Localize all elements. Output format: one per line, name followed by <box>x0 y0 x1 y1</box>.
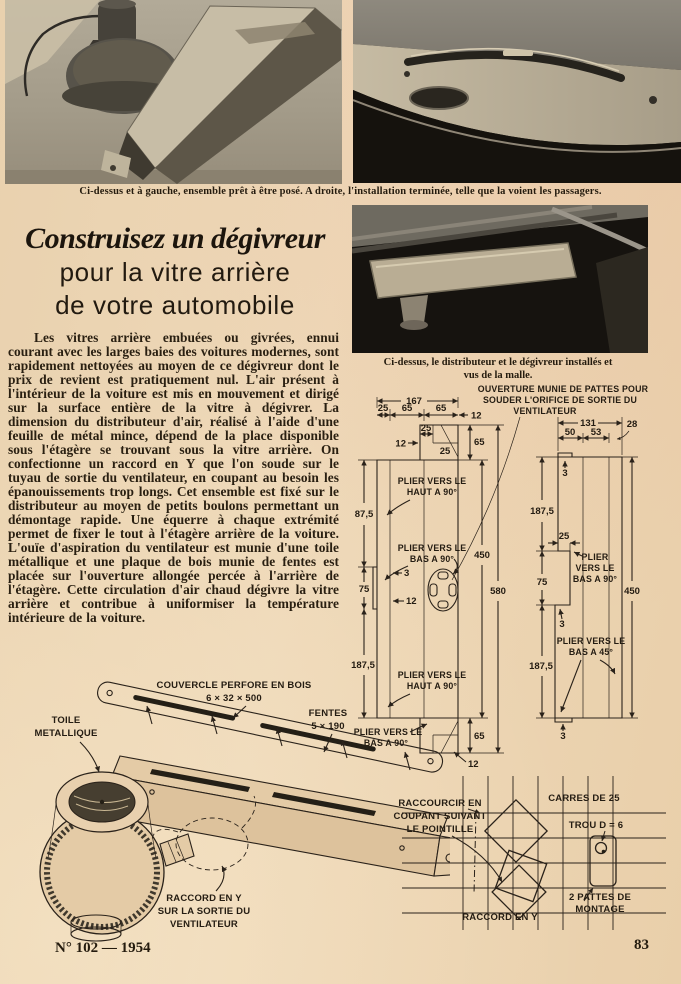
tabs-label-line-2: MONTAGE <box>575 904 625 915</box>
dim: 53 <box>590 427 602 438</box>
shorten-label-line-2: COUPANT SUIVANT <box>393 811 487 822</box>
dim: 25 <box>439 446 451 457</box>
annotation-line-1: OUVERTURE MUNIE DE PATTES POUR <box>477 384 649 394</box>
dim: 580 <box>490 586 506 597</box>
photo-blower-and-duct <box>5 0 342 184</box>
dim: 187,5 <box>529 661 553 672</box>
cover-label-line-2: 6 × 32 × 500 <box>206 693 262 704</box>
outlet-base <box>400 320 428 330</box>
dim: 3 <box>559 619 565 630</box>
assembly-illustration <box>2 676 450 954</box>
dim: 25 <box>558 531 570 542</box>
dim: 50 <box>564 427 576 438</box>
dim: 65 <box>435 403 447 414</box>
slots-label-line-1: FENTES <box>308 708 348 719</box>
title-line-2: pour la vitre arrière <box>59 257 291 287</box>
fold-label: VERS LE <box>575 563 615 573</box>
mesh-label-line-2: METALLIQUE <box>34 728 98 739</box>
dim: 3 <box>560 731 566 742</box>
fold-label: PLIER VERS LE <box>397 670 467 680</box>
slots-label-line-2: 5 × 190 <box>311 721 345 732</box>
fold-label: PLIER VERS LE <box>397 543 467 553</box>
shorten-label-line-1: RACCOURCIR EN <box>398 798 482 809</box>
dim: 3 <box>562 468 568 479</box>
page-number: 83 <box>634 937 649 953</box>
screw <box>649 96 657 104</box>
dim: 12 <box>406 596 417 607</box>
fold-label: HAUT A 90° <box>406 681 458 691</box>
dim: 25 <box>420 423 432 434</box>
yconn-label-line-2: SUR LA SORTIE DU <box>157 906 251 917</box>
ventilator-opening <box>428 569 458 611</box>
mounting-tab-piece <box>584 831 616 901</box>
side-piece-pattern <box>555 453 622 722</box>
raccord-label: RACCORD EN Y <box>462 912 538 923</box>
dim: 450 <box>624 586 640 597</box>
tabs-label-line-1: 2 PATTES DE <box>568 892 632 903</box>
squares-label: CARRES DE 25 <box>548 793 620 804</box>
dim: 75 <box>358 584 370 595</box>
cut-dotted-line <box>474 812 476 894</box>
fold-label: BAS A 90° <box>363 738 409 748</box>
caption-middle-photo <box>345 357 651 382</box>
dim: 187,5 <box>530 506 554 517</box>
caption-top-photos: Ci-dessus et à gauche, ensemble prêt à être posé. A droite, l'installation terminée, telle que la voient les passagers. <box>79 186 602 197</box>
dim: 167 <box>406 396 422 407</box>
mesh-label-line-1: TOILE <box>51 715 81 726</box>
shelf-hole <box>410 87 468 109</box>
fold-label: BAS A 90° <box>409 554 455 564</box>
hole-label: TROU D = 6 <box>568 820 624 831</box>
fold-label: PLIER VERS LE <box>556 636 626 646</box>
dim: 65 <box>401 403 413 414</box>
screw <box>404 71 410 77</box>
slot-clip <box>503 50 533 56</box>
dim: 187,5 <box>351 660 375 671</box>
dim: 131 <box>580 418 596 429</box>
right-fold-labels <box>557 552 626 712</box>
dim: 65 <box>474 437 485 448</box>
shorten-label-line-3: LE POINTILLE <box>406 824 474 835</box>
article-body: Les vitres arrière embuées ou givrées, ennui courant avec les larges baies des voitures modernes, sont rapidement nettoyées au moyen de ce dégivreur dont le prix de revient est pratiquement nul. L'air présent à l'intérieur de la voiture est mis en mouvement et dirigé sur la surface entière de la vitre à dégivrer. La dimension du distributeur d'air, réalisé à l'aide d'une feuille de métal mince, dépend de la place disponible sous l'étagère se trouvant sous la vitre arrière. On confectionne un raccord en Y que l'on soude sur le tuyau de sortie du ventilateur, en coupant au besoin les épanouissements trop longs. Cet ensemble est fixé sur le distributeur au moyen de petits boulons permettant un démontage rapide. Une équerre à chaque extrémité permet de fixer le tout à l'étagère arrière de la voiture. L'ouïe d'aspiration du ventilateur est munie d'une toile métallique et une plaque de bois munie de fentes est placée sur l'ouverture allongée percée à l'arrière de l'étagère. Cette circulation d'air chaud dégivre la vitre arrière et contribue à uniformiser la température intérieure de la voiture. <box>8 330 339 625</box>
dim: 12 <box>395 438 406 450</box>
title-line-1: Construisez un dégivreur <box>25 222 325 255</box>
cover-label-line-1: COUVERCLE PERFORE EN BOIS <box>156 680 312 691</box>
dim: 12 <box>468 759 479 770</box>
fold-label: BAS A 45° <box>568 647 614 657</box>
dim: 28 <box>626 419 638 430</box>
wood-cover <box>96 680 445 774</box>
caption-middle-line-1: Ci-dessus, le distributeur et le dégivreur installés et <box>383 357 613 368</box>
dim: 450 <box>474 550 490 561</box>
article-title <box>10 222 340 322</box>
dim: 65 <box>474 731 485 742</box>
dim: 3 <box>404 568 410 579</box>
dim: 25 <box>377 403 389 414</box>
issue-number: N° 102 — 1954 <box>55 940 151 956</box>
caption-middle-line-2: vus de la malle. <box>463 369 533 381</box>
annotation-line-3: VENTILATEUR <box>513 406 577 416</box>
dim: 87,5 <box>354 509 374 520</box>
dim: 12 <box>471 410 482 422</box>
fold-label: PLIER <box>581 552 609 562</box>
yconn-label-line-1: RACCORD EN Y <box>166 893 242 904</box>
photo-rear-shelf-installed <box>353 0 681 183</box>
fold-label: HAUT A 90° <box>406 487 458 497</box>
y-connector-grid-diagram <box>388 768 681 958</box>
yconn-label-line-3: VENTILATEUR <box>170 919 238 930</box>
dim: 75 <box>536 577 548 588</box>
photo-distributor-from-trunk <box>352 205 648 353</box>
title-line-3: de votre automobile <box>55 290 295 320</box>
fold-label: PLIER VERS LE <box>353 727 423 737</box>
annotation-line-2: SOUDER L'ORIFICE DE SORTIE DU <box>482 395 638 405</box>
fold-label: PLIER VERS LE <box>397 476 467 486</box>
fold-label: BAS A 90° <box>572 574 618 584</box>
